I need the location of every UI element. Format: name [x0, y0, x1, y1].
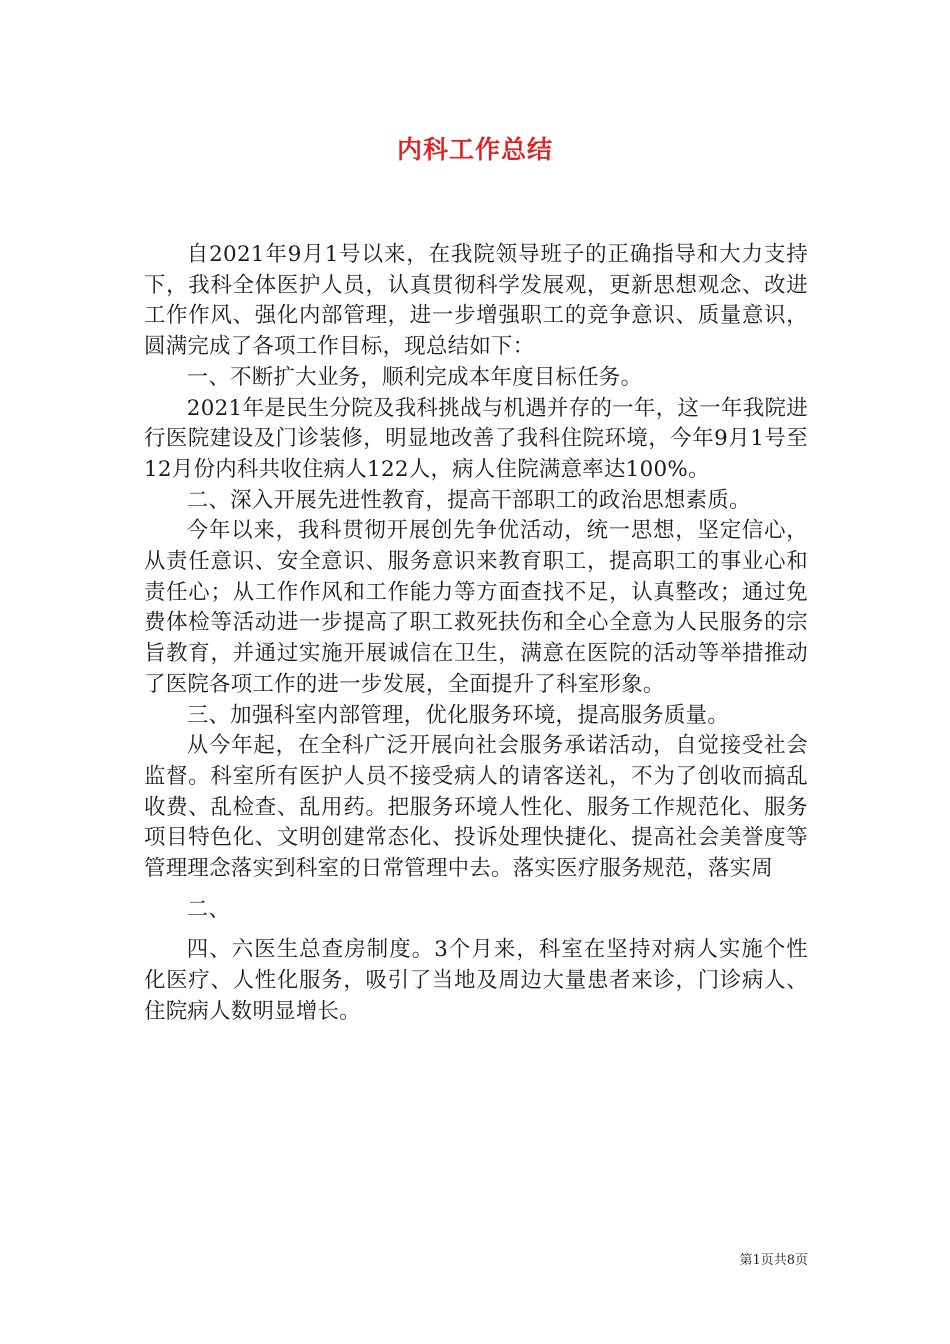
section-heading-3: 三、加强科室内部管理，优化服务环境，提高服务质量。	[186, 702, 730, 728]
document-title: 内科工作总结	[396, 135, 553, 164]
page-number: 第1页共8页	[739, 1253, 808, 1268]
paragraph-section-3: 从今年起，在全科广泛开展向社会服务承诺活动，自觉接受社会监督。科室所有医护人员不接受病人的请客送礼，不为了创收而搞乱收费、乱检查、乱用药。把服务环境人性化、服务工作规范化、服务项目特色化、文明创建常态化、投诉处理快捷化、提高社会美誉度等管理理念落实到科室的日常管理中去。落实医疗服务规范，落实周	[144, 733, 808, 882]
section-heading-2: 二、深入开展先进性教育，提高干部职工的政治思想素质。	[186, 487, 751, 513]
paragraph-fragment: 二、	[186, 896, 231, 922]
document-body	[144, 240, 808, 1028]
paragraph-intro: 自2021年9月1号以来，在我院领导班子的正确指导和大力支持下，我科全体医护人员，认真贯彻科学发展观，更新思想观念、改进工作作风、强化内部管理，进一步增强职工的竞争意识、质量意识，圆满完成了各项工作目标，现总结如下：	[144, 242, 808, 360]
paragraph-section-1: 2021年是民生分院及我科挑战与机遇并存的一年，这一年我院进行医院建设及门诊装修，明显地改善了我科住院环境，今年9月1号至12月份内科共收住病人122人，病人住院满意率达100%。	[144, 395, 808, 482]
section-heading-1: 一、不断扩大业务，顺利完成本年度目标任务。	[186, 364, 643, 390]
paragraph-section-2: 今年以来，我科贯彻开展创先争优活动，统一思想，坚定信心，从责任意识、安全意识、服务意识来教育职工，提高职工的事业心和责任心；从工作作风和工作能力等方面查找不足，认真整改；通过免费体检等活动进一步提高了职工救死扶伤和全心全意为人民服务的宗旨教育，并通过实施开展诚信在卫生，满意在医院的活动等举措推动了医院各项工作的进一步发展，全面提升了科室形象。	[144, 518, 808, 697]
paragraph-section-4: 四、六医生总查房制度。3个月来，科室在坚持对病人实施个性化医疗、人性化服务，吸引了当地及周边大量患者来诊，门诊病人、住院病人数明显增长。	[144, 937, 808, 1024]
